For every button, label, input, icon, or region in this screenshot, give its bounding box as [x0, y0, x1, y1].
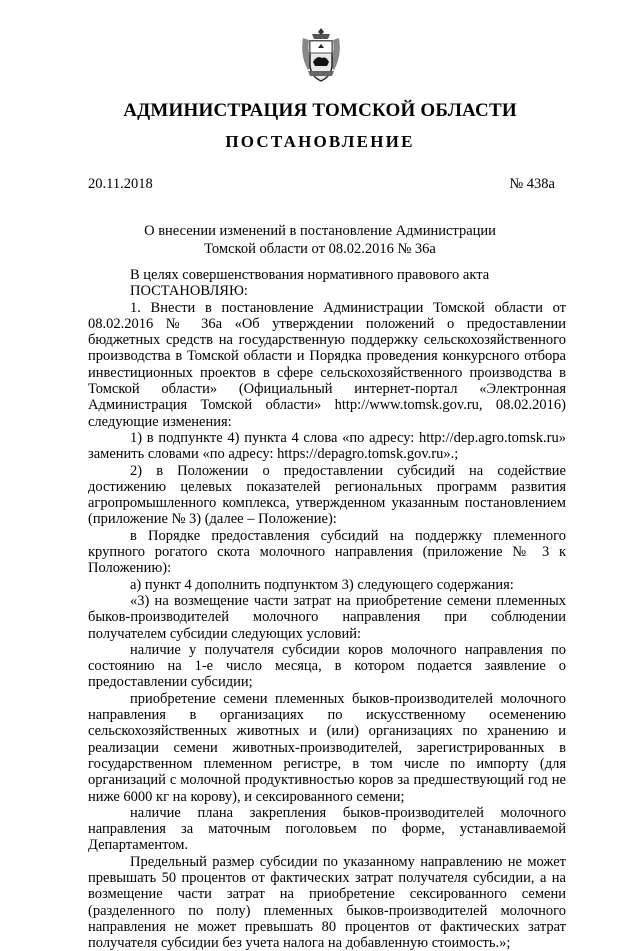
body-paragraph: 1) в подпункте 4) пункта 4 слова «по адресу: http://dep.agro.tomsk.ru» заменить словами «по адресу: https://depagro.tomsk.gov.ru».; [88, 429, 566, 463]
document-date: 20.11.2018 [88, 176, 153, 192]
document-body [88, 267, 566, 951]
organization-title: АДМИНИСТРАЦИЯ ТОМСКОЙ ОБЛАСТИ [123, 100, 517, 121]
document-number: № 438а [509, 176, 555, 192]
body-paragraph: ПОСТАНОВЛЯЮ: [130, 283, 248, 300]
subject-line-1: О внесении изменений в постановление Администрации [144, 223, 496, 239]
body-paragraph: В целях совершенствования нормативного правового акта [130, 267, 490, 283]
coat-of-arms-emblem [298, 26, 344, 84]
body-paragraph: наличие у получателя субсидии коров молочного направления по состоянию на 1-е число месяца, в котором подается заявление о предоставлении субсидии; [88, 641, 566, 691]
document-subject [0, 222, 640, 258]
body-paragraph: наличие плана закрепления быков-производителей молочного направления за маточным поголовьем по форме, устанавливаемой Департаментом. [88, 804, 566, 854]
subject-line-2: Томской области от 08.02.2016 № 36а [204, 241, 436, 257]
body-paragraph: 2) в Положении о предоставлении субсидий на содействие достижению целевых показателей региональных программ развития агропромышленного комплекса, утвержденном указанным постановлением (приложение № 3) (далее – Положение): [88, 462, 566, 528]
body-paragraph: «3) на возмещение части затрат на приобретение семени племенных быков-производителей молочного направления при соблюдении получателем субсидии следующих условий: [88, 592, 566, 642]
body-paragraph: в Порядке предоставления субсидий на поддержку племенного крупного рогатого скота молочного направления (приложение № 3 к Положению): [88, 527, 566, 577]
coat-of-arms-icon [298, 26, 344, 84]
body-paragraph: 1. Внести в постановление Администрации Томской области от 08.02.2016 № 36а «Об утверждении положений о предоставлении бюджетных средств на государственную поддержку сельскохозяйственного производства в Томской области и Порядка проведения конкурсного отбора инвестиционных проектов в сфере сельскохозяйственного производства в Томской области» (Официальный интернет-портал «Электронная Администрация Томской области» http://www.tomsk.gov.ru, 08.02.2016) следующие изменения: [88, 299, 566, 430]
document-type-title: ПОСТАНОВЛЕНИЕ [225, 132, 415, 151]
body-paragraph: приобретение семени племенных быков-производителей молочного направления в организациях по искусственному осеменению сельскохозяйственных животных и (или) организациях по хранению и реализации семени животных-производителей, зарегистрированных в государственном племенном регистре, в том числе по импорту (для организаций с молочной продуктивностью коров за предшествующий год не ниже 6000 кг на корову), и сексированного семени; [88, 690, 566, 805]
body-paragraph: Предельный размер субсидии по указанному направлению не может превышать 50 процентов от фактических затрат получателя субсидии, а на возмещение части затрат на приобретение сексированного семени (разделенного по полу) племенных быков-производителей молочного направления не может превышать 80 процентов от фактических затрат получателя субсидии без учета налога на добавленную стоимость.»; [88, 853, 566, 951]
body-paragraph: а) пункт 4 дополнить подпунктом 3) следующего содержания: [130, 576, 514, 593]
